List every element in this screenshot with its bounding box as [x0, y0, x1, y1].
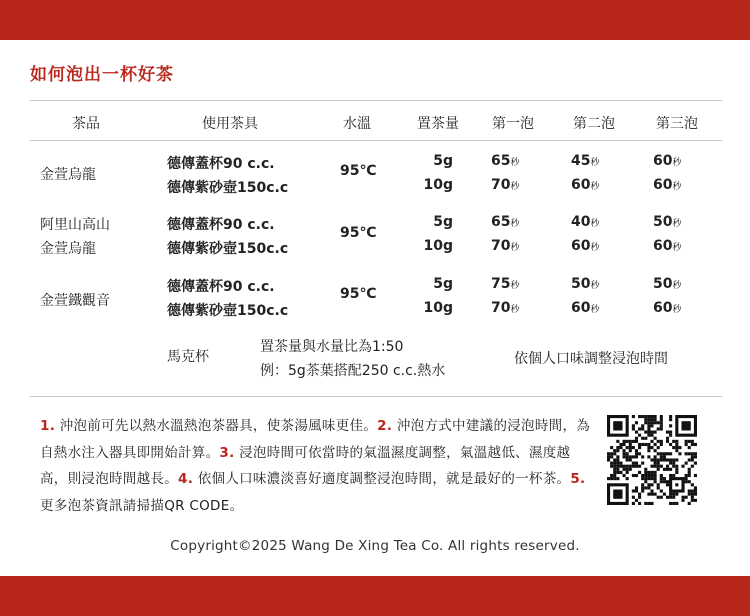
qr-code-icon[interactable]: [607, 415, 697, 505]
teaware: 德傳蓋杯90 c.c.: [167, 217, 275, 233]
seconds-value: 70: [491, 238, 511, 254]
tea-amount: 5g: [433, 276, 453, 292]
note-number: 4.: [178, 471, 194, 487]
steep-time: [491, 238, 520, 254]
steep-time: [571, 177, 600, 193]
steep-time: [491, 300, 520, 316]
note-text: 沖泡方式中建議的浸泡時間，為自熱水注入器具即開始計算。: [40, 418, 591, 461]
steep-time: [653, 214, 682, 230]
seconds-value: 60: [571, 300, 591, 316]
seconds-value: 45: [571, 153, 591, 169]
water-temperature: 95℃: [340, 163, 377, 179]
mug-advice: 依個人口味調整浸泡時間: [514, 351, 668, 367]
tea-name: 阿里山高山: [40, 217, 110, 233]
steep-time: [491, 276, 520, 292]
seconds-unit: 秒: [590, 243, 600, 253]
table-top-rule: [30, 100, 722, 101]
seconds-value: 60: [571, 177, 591, 193]
steep-time: [653, 300, 682, 316]
steep-time: [653, 153, 682, 169]
note-number: 5.: [570, 471, 586, 487]
note-text: 依個人口味濃淡喜好適度調整浸泡時間，就是最好的一杯茶。: [197, 471, 571, 487]
water-temperature: 95℃: [340, 225, 377, 241]
seconds-unit: 秒: [590, 182, 600, 192]
seconds-unit: 秒: [510, 158, 520, 168]
seconds-unit: 秒: [672, 305, 682, 315]
note-text: 沖泡前可先以熱水溫熱泡茶器具，使茶湯風味更佳。: [59, 418, 378, 434]
column-header: 第一泡: [492, 116, 534, 132]
tea-name: 金萱烏龍: [40, 241, 96, 257]
seconds-unit: 秒: [590, 305, 600, 315]
seconds-value: 70: [491, 300, 511, 316]
seconds-unit: 秒: [510, 243, 520, 253]
teaware: 德傳紫砂壺150c.c: [167, 180, 289, 196]
seconds-value: 50: [653, 214, 673, 230]
seconds-unit: 秒: [672, 243, 682, 253]
seconds-unit: 秒: [672, 182, 682, 192]
steep-time: [491, 177, 520, 193]
tea-name: 金萱鐵觀音: [40, 293, 110, 309]
steep-time: [491, 153, 520, 169]
teaware: 德傳紫砂壺150c.c: [167, 241, 289, 257]
tea-amount: 5g: [433, 153, 453, 169]
seconds-value: 65: [491, 153, 511, 169]
seconds-value: 75: [491, 276, 511, 292]
teaware: 德傳蓋杯90 c.c.: [167, 279, 275, 295]
table-header-rule: [30, 140, 722, 141]
seconds-value: 50: [653, 276, 673, 292]
steep-time: [571, 238, 600, 254]
teaware: 德傳紫砂壺150c.c: [167, 303, 289, 319]
mug-ratio: 置茶量與水量比為1:50: [260, 339, 404, 355]
seconds-value: 60: [653, 300, 673, 316]
seconds-unit: 秒: [672, 219, 682, 229]
seconds-value: 60: [571, 238, 591, 254]
tea-amount: 10g: [423, 177, 453, 193]
seconds-unit: 秒: [510, 305, 520, 315]
steep-time: [571, 153, 600, 169]
seconds-value: 60: [653, 153, 673, 169]
seconds-value: 50: [571, 276, 591, 292]
column-header: 水溫: [343, 116, 371, 132]
column-header: 使用茶具: [202, 116, 258, 132]
bottom-banner: [0, 576, 750, 616]
seconds-unit: 秒: [590, 281, 600, 291]
column-header: 第二泡: [573, 116, 615, 132]
seconds-unit: 秒: [590, 219, 600, 229]
steep-time: [653, 238, 682, 254]
water-temperature: 95℃: [340, 286, 377, 302]
seconds-unit: 秒: [672, 158, 682, 168]
steep-time: [571, 276, 600, 292]
steep-time: [571, 300, 600, 316]
tea-amount: 10g: [423, 300, 453, 316]
seconds-unit: 秒: [672, 281, 682, 291]
note-number: 1.: [40, 418, 56, 434]
page-title: 如何泡出一杯好茶: [30, 65, 174, 85]
seconds-value: 65: [491, 214, 511, 230]
note-text: 浸泡時間可依當時的氣溫濕度調整，氣溫越低、濕度越高，則浸泡時間越長。: [40, 444, 571, 487]
top-banner: [0, 0, 750, 40]
seconds-value: 60: [653, 238, 673, 254]
tea-amount: 10g: [423, 238, 453, 254]
mug-example: 例：5g茶葉搭配250 c.c.熱水: [260, 363, 446, 379]
column-header: 第三泡: [656, 116, 698, 132]
column-header: 茶品: [72, 116, 100, 132]
steep-time: [653, 177, 682, 193]
seconds-value: 70: [491, 177, 511, 193]
steep-time: [571, 214, 600, 230]
tea-amount: 5g: [433, 214, 453, 230]
brewing-notes: [40, 413, 592, 519]
tea-name: 金萱烏龍: [40, 167, 96, 183]
seconds-unit: 秒: [590, 158, 600, 168]
note-number: 3.: [219, 444, 235, 461]
seconds-unit: 秒: [510, 281, 520, 291]
seconds-unit: 秒: [510, 219, 520, 229]
mug-label: 馬克杯: [167, 349, 209, 365]
note-number: 2.: [377, 418, 393, 434]
seconds-value: 60: [653, 177, 673, 193]
steep-time: [491, 214, 520, 230]
teaware: 德傳蓋杯90 c.c.: [167, 156, 275, 172]
steep-time: [653, 276, 682, 292]
note-text: 更多泡茶資訊請掃描QR CODE。: [40, 497, 244, 514]
column-header: 置茶量: [417, 116, 459, 132]
seconds-unit: 秒: [510, 182, 520, 192]
table-bottom-rule: [30, 396, 722, 397]
copyright: Copyright©2025 Wang De Xing Tea Co. All rights reserved.: [170, 538, 580, 554]
seconds-value: 40: [571, 214, 591, 230]
